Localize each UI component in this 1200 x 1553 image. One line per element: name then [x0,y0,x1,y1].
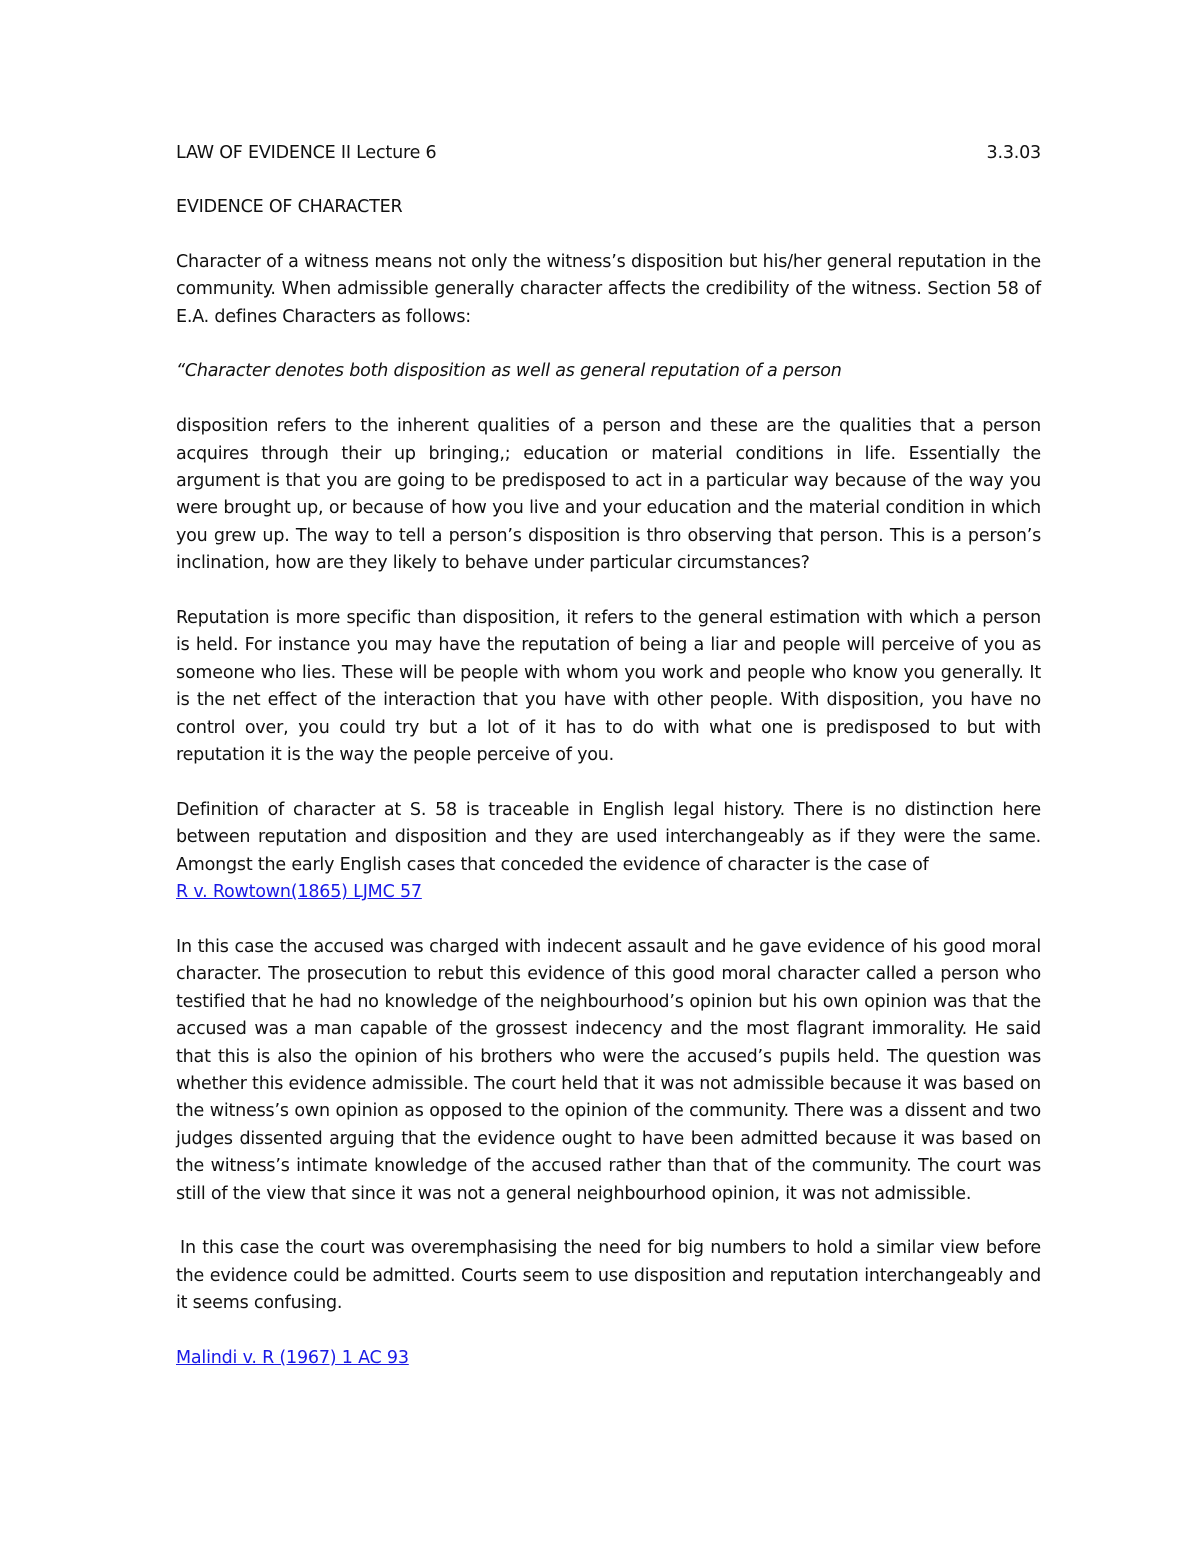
case-link-rowtown[interactable]: R v. Rowtown(1865) LJMC 57 [176,882,422,903]
case-citation-malindi [176,1345,1041,1372]
paragraph-court-emphasis: In this case the court was overemphasising the need for big numbers to hold a similar view before the evidence could be admitted. Courts seem to use disposition and reputation interchangeably and it seems confusing. [176,1238,1041,1314]
paragraph-case-facts: In this case the accused was charged with indecent assault and he gave evidence of his good moral character. The prosecution to rebut this evidence of this good moral character called a person who testified that he had no knowledge of the neighbourhood’s opinion but his own opinion was that the accused was a man capable of the grossest indecency and the most flagrant immorality. He said that this is also the opinion of his brothers who were the accused’s pupils held. The question was whether this evidence admissible. The court held that it was not admissible because it was based on the witness’s own opinion as opposed to the opinion of the community. There was a dissent and two judges dissented arguing that the evidence ought to have been admitted because it was based on the witness’s intimate knowledge of the accused rather than that of the community. The court was still of the view that since it was not a general neighbourhood opinion, it was not admissible. [176,936,1041,1204]
section-heading: EVIDENCE OF CHARACTER [176,197,403,218]
document-page [176,140,1041,1400]
lecture-title: LAW OF EVIDENCE II Lecture 6 [176,143,437,163]
paragraph-reputation: Reputation is more specific than disposition, it refers to the general estimation with which a person is held. For instance you may have the reputation of being a liar and people will perceive of you as someone who lies. These will be people with whom you work and people who know you generally. It is the net effect of the interaction that you have with other people. With disposition, you have no control over, you could try but a lot of it has to do with what one is predisposed to but with reputation it is the way the people perceive of you. [176,608,1041,766]
case-citation-rowtown [176,879,1041,906]
statutory-quote: “Character denotes both disposition as well as general reputation of a person [176,361,842,382]
lecture-date: 3.3.03 [986,143,1041,163]
paragraph-character-definition: Character of a witness means not only the witness’s disposition but his/her general reputation in the community. When admissible generally character affects the credibility of the witness. Section 58 of E.A. defines Characters as follows: [176,251,1041,327]
document-header [176,140,1041,167]
case-link-malindi[interactable]: Malindi v. R (1967) 1 AC 93 [176,1347,409,1368]
paragraph-disposition: disposition refers to the inherent qualities of a person and these are the qualities that a person acquires through their up bringing,; education or material conditions in life. Essentially the argument is that you are going to be predisposed to act in a particular way because of the way you were brought up, or because of how you live and your education and the material condition in which you grew up. The way to tell a person’s disposition is thro observing that person. This is a person’s inclination, how are they likely to behave under particular circumstances? [176,416,1041,574]
paragraph-definition-history: Definition of character at S. 58 is traceable in English legal history. There is no distinction here between reputation and disposition and they are used interchangeably as if they were the same. Amongst the early English cases that conceded the evidence of character is the case of [176,799,1041,875]
